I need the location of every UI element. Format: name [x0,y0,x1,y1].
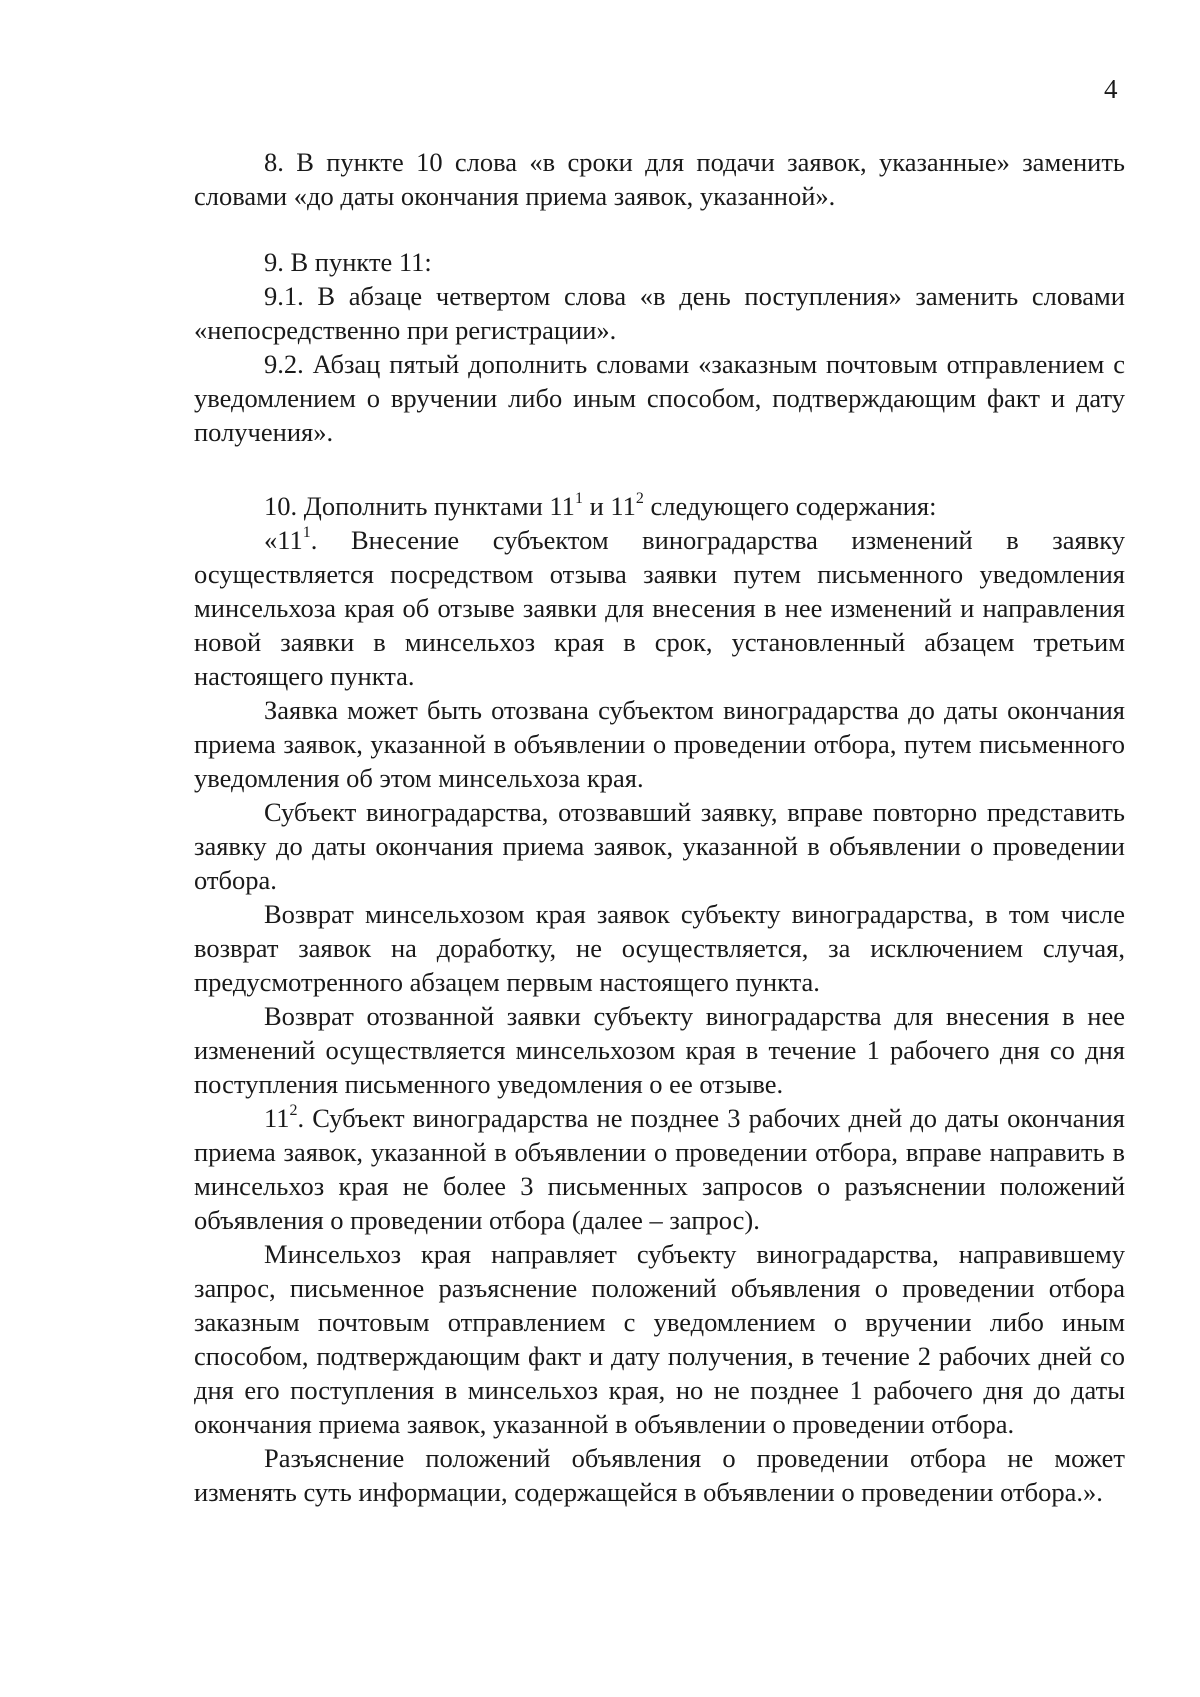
page-number: 4 [1104,74,1118,104]
paragraph-item-11-2: $11^2$. Субъект виноградарства не позднее 3 рабочих дней до даты окончания приема заявок, указанной в объявлении о проведении отбора, вправе направить в минсельхоз края не более 3 письменных запросов о разъяснении положений объявления о проведении отбора (далее – запрос). [194,1102,1125,1235]
paragraph-item-8: 8. В пункте 10 слова «в сроки для подачи заявок, указанные» заменить словами «до даты окончания приема заявок, указанной». [194,147,1125,211]
paragraph-clarification-limit: Разъяснение положений объявления о проведении отбора не может изменять суть информации, содержащейся в объявлении о проведении отбора.». [194,1443,1125,1507]
paragraph-withdrawal: Заявка может быть отозвана субъектом виноградарства до даты окончания приема заявок, указанной в объявлении о проведении отбора, путем письменного уведомления об этом минсельхоза края. [194,695,1125,793]
paragraph-clarification: Минсельхоз края направляет субъекту виноградарства, направившему запрос, письменное разъяснение положений объявления о проведении отбора заказным почтовым отправлением с уведомлением о вручении либо иным способом, подтверждающим факт и дату получения, в течение 2 рабочих дней со дня его поступления в минсельхоз края, но не позднее 1 рабочего дня до даты окончания приема заявок, указанной в объявлении о проведении отбора. [194,1239,1125,1439]
paragraph-item-11-1: «$11^1$. Внесение субъектом виноградарства изменений в заявку осуществляется посредством отзыва заявки путем письменного уведомления минсельхоза края об отзыве заявки для внесения в нее изменений и направления новой заявки в минсельхоз края в срок, установленный абзацем третьим настоящего пункта. [194,524,1125,691]
paragraph-no-return: Возврат минсельхозом края заявок субъекту виноградарства, в том числе возврат заявок на доработку, не осуществляется, за исключением случая, предусмотренного абзацем первым настоящего пункта. [194,899,1125,997]
paragraph-item-10: 10. Дополнить пунктами $11^1$ и $11^2$ следующего содержания: [264,490,937,521]
paragraph-item-9-2: 9.2. Абзац пятый дополнить словами «заказным почтовым отправлением с уведомлением о вручении либо иным способом, подтверждающим факт и дату получения». [194,349,1125,447]
paragraph-item-9: 9. В пункте 11: [264,247,432,277]
document-body [194,145,1125,1509]
paragraph-resubmission: Субъект виноградарства, отозвавший заявку, вправе повторно представить заявку до даты окончания приема заявок, указанной в объявлении о проведении отбора. [194,797,1125,895]
paragraph-item-9-1: 9.1. В абзаце четвертом слова «в день поступления» заменить словами «непосредственно при регистрации». [194,281,1125,345]
paragraph-return-withdrawn: Возврат отозванной заявки субъекту виноградарства для внесения в нее изменений осуществляется минсельхозом края в течение 1 рабочего дня со дня поступления письменного уведомления о ее отзыве. [194,1001,1125,1099]
